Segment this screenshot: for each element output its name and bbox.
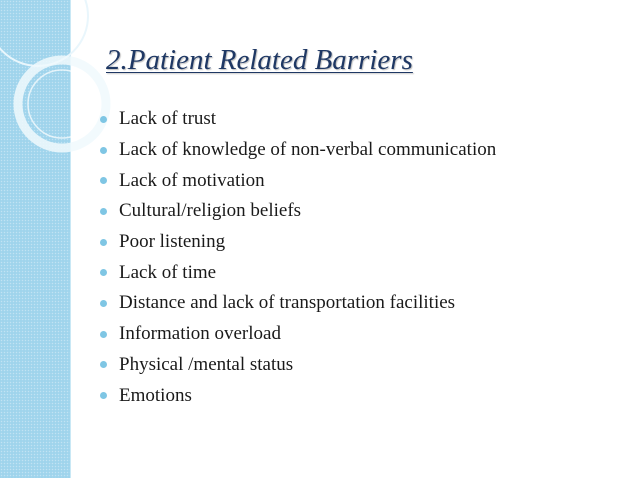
slide-title: 2.Patient Related Barriers [106, 44, 413, 76]
bullet-icon [100, 269, 107, 276]
list-item [100, 135, 496, 166]
list-item [100, 196, 496, 227]
bullet-text: Poor listening [119, 231, 226, 253]
bullet-icon [100, 300, 107, 307]
list-item [100, 257, 496, 288]
bullet-icon [100, 147, 107, 154]
list-item [100, 380, 496, 411]
bullet-icon [100, 208, 107, 215]
bullet-text: Physical /mental status [119, 353, 294, 375]
bullet-text: Lack of trust [119, 108, 217, 130]
bullet-icon [100, 116, 107, 123]
bullet-icon [100, 239, 107, 246]
bullet-text: Information overload [119, 323, 281, 345]
list-item [100, 350, 496, 381]
bullet-text: Emotions [119, 384, 192, 406]
list-item [100, 104, 496, 135]
list-item [100, 227, 496, 258]
bullet-list [100, 104, 496, 411]
bullet-icon [100, 392, 107, 399]
bullet-text: Lack of time [119, 261, 217, 283]
list-item [100, 288, 496, 319]
list-item [100, 319, 496, 350]
list-item [100, 165, 496, 196]
bullet-text: Distance and lack of transportation facilities [119, 292, 456, 314]
bullet-text: Lack of motivation [119, 169, 265, 191]
bullet-icon [100, 331, 107, 338]
bullet-text: Lack of knowledge of non-verbal communication [119, 139, 497, 161]
bullet-text: Cultural/religion beliefs [119, 200, 302, 222]
bullet-icon [100, 361, 107, 368]
bullet-icon [100, 177, 107, 184]
